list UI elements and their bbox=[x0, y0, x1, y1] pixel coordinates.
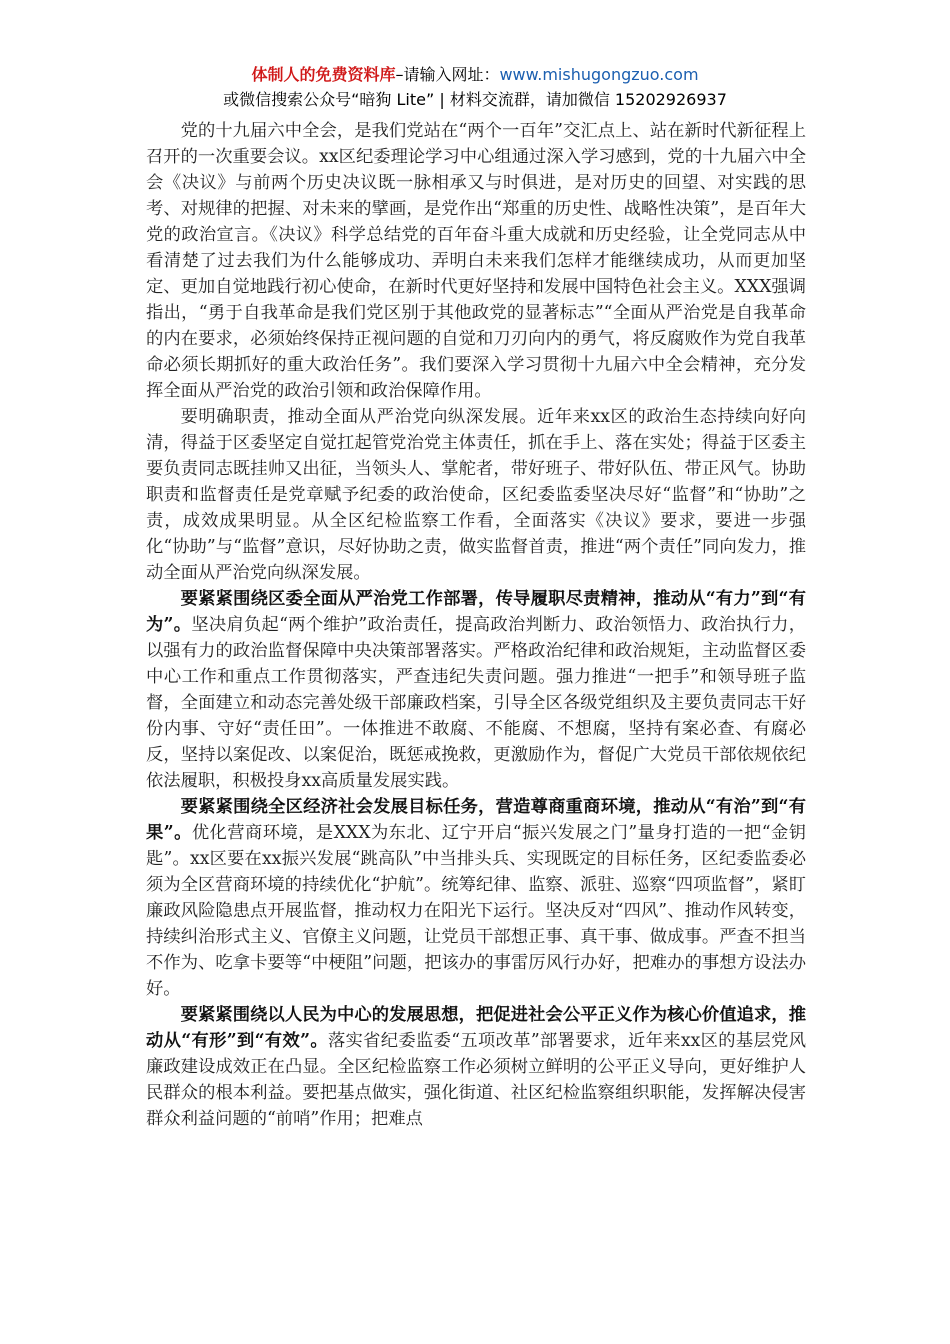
paragraph-2 bbox=[146, 404, 806, 586]
paragraph-4 bbox=[146, 794, 806, 1002]
paragraph-5 bbox=[146, 1002, 806, 1132]
paragraph-text: 坚决肩负起“两个维护”政治责任，提高政治判断力、政治领悟力、政治执行力，以强有力的政治监督保障中央决策部署落实。严格政治纪律和政治规矩，主动监督区委中心工作和重点工作贯彻落实，严查违纪失责问题。强力推进“一把手”和领导班子监督，全面建立和动态完善处级干部廉政档案，引导全区各级党组织及主要负责同志干好份内事、守好“责任田”。一体推进不敢腐、不能腐、不想腐，坚持有案必查、有腐必反，坚持以案促改、以案促治，既惩戒挽救，更激励作为，督促广大党员干部依规依纪依法履职，积极投身xx高质量发展实践。 bbox=[146, 615, 806, 791]
paragraph-text: 要明确职责，推动全面从严治党向纵深发展。近年来xx区的政治生态持续向好向清，得益于区委坚定自觉扛起管党治党主体责任，抓在手上、落在实处；得益于区委主要负责同志既挂帅又出征，当领头人、掌舵者，带好班子、带好队伍、带正风气。协助职责和监督责任是党章赋予纪委的政治使命，区纪委监委坚决尽好“监督”和“协助”之责，成效成果明显。从全区纪检监察工作看，全面落实《决议》要求，要进一步强化“协助”与“监督”意识，尽好协助之责，做实监督首责，推进“两个责任”同向发力，推动全面从严治党向纵深发展。 bbox=[146, 407, 806, 583]
header-line-1 bbox=[0, 62, 950, 88]
paragraph-lead: 要紧紧围绕全区经济社会发展目标任务，营造尊商重商环境，推动从“有治”到“有果”。 bbox=[146, 797, 806, 843]
page-header bbox=[0, 62, 950, 112]
paragraph-text: 党的十九届六中全会，是我们党站在“两个一百年”交汇点上、站在新时代新征程上召开的一次重要会议。xx区纪委理论学习中心组通过深入学习感到，党的十九届六中全会《决议》与前两个历史决议既一脉相承又与时俱进，是对历史的回望、对实践的思考、对规律的把握、对未来的擘画，是党作出“郑重的历史性、战略性决策”，是百年大党的政治宣言。《决议》科学总结党的百年奋斗重大成就和历史经验，让全党同志从中看清楚了过去我们为什么能够成功、弄明白未来我们怎样才能继续成功，从而更加坚定、更加自觉地践行初心使命，在新时代更好坚持和发展中国特色社会主义。XXX强调指出，“勇于自我革命是我们党区别于其他政党的显著标志”“全面从严治党是自我革命的内在要求，必须始终保持正视问题的自觉和刀刃向内的勇气，将反腐败作为党自我革命必须长期抓好的重大政治任务”。我们要深入学习贯彻十九届六中全会精神，充分发挥全面从严治党的政治引领和政治保障作用。 bbox=[146, 121, 806, 401]
document-body bbox=[146, 118, 806, 1132]
paragraph-lead: 要紧紧围绕区委全面从严治党工作部署，传导履职尽责精神，推动从“有力”到“有为”。 bbox=[146, 589, 806, 635]
paragraph-text: 落实省纪委监委“五项改革”部署要求，近年来xx区的基层党风廉政建设成效正在凸显。全区纪检监察工作必须树立鲜明的公平正义导向，更好维护人民群众的根本利益。要把基点做实，强化街道、社区纪检监察组织职能，发挥解决侵害群众利益问题的“前哨”作用；把难点 bbox=[146, 1031, 806, 1129]
paragraph-1 bbox=[146, 118, 806, 404]
header-url-link[interactable]: www.mishugongzuo.com bbox=[499, 65, 699, 84]
paragraph-text: 优化营商环境，是XXX为东北、辽宁开启“振兴发展之门”量身打造的一把“金钥匙”。xx区要在xx振兴发展“跳高队”中当排头兵、实现既定的目标任务，区纪委监委必须为全区营商环境的持续优化“护航”。统筹纪律、监察、派驻、巡察“四项监督”，紧盯廉政风险隐患点开展监督，推动权力在阳光下运行。坚决反对“四风”、推动作风转变，持续纠治形式主义、官僚主义问题，让党员干部想正事、真干事、做成事。严查不担当不作为、吃拿卡要等“中梗阻”问题，把该办的事雷厉风行办好，把难办的事想方设法办好。 bbox=[146, 823, 806, 999]
header-prompt: –请输入网址： bbox=[395, 65, 500, 84]
header-line-2: 或微信搜索公众号“暗狗 Lite” | 材料交流群，请加微信 15202926937 bbox=[223, 90, 727, 109]
paragraph-lead: 要紧紧围绕以人民为中心的发展思想，把促进社会公平正义作为核心价值追求，推动从“有形”到“有效”。 bbox=[146, 1005, 806, 1051]
paragraph-3 bbox=[146, 586, 806, 794]
header-brand: 体制人的免费资料库 bbox=[251, 65, 396, 84]
